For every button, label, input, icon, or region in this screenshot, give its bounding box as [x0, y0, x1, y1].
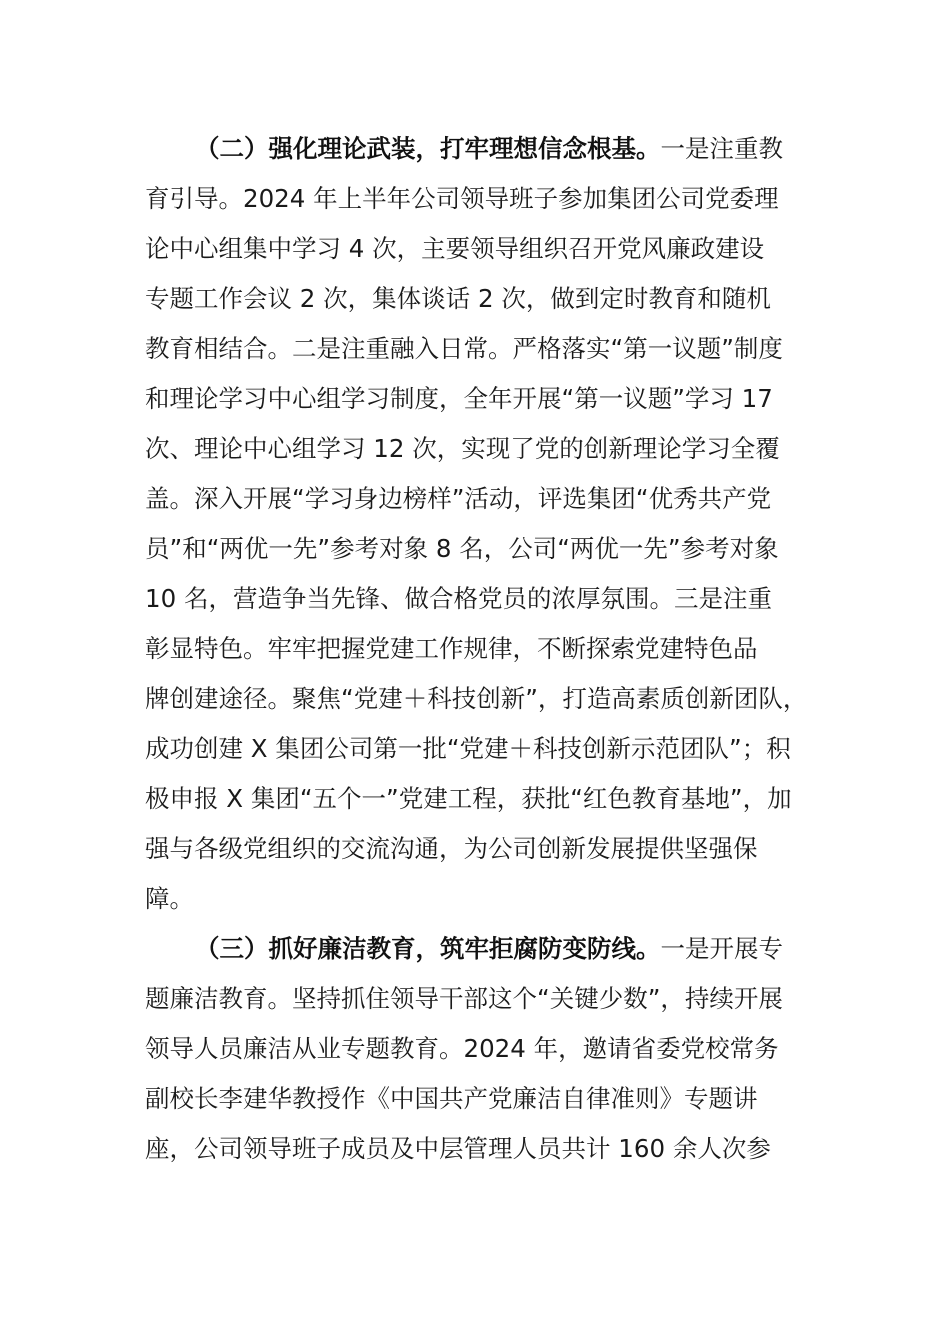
- paragraph-line: 座，公司领导班子成员及中层管理人员共计 160 余人次参: [145, 1134, 771, 1163]
- paragraph-line: 极申报 X 集团“五个一”党建工程，获批“红色教育基地”，加: [145, 784, 792, 813]
- paragraph-line: 牌创建途径。聚焦“党建＋科技创新”，打造高素质创新团队，: [145, 684, 808, 713]
- paragraph-line: 副校长李建华教授作《中国共产党廉洁自律准则》专题讲: [145, 1084, 758, 1113]
- section-2-first-line-text: 一是注重教: [660, 134, 783, 163]
- section-3-first-line-text: 一是开展专: [660, 934, 783, 963]
- document-body: [145, 124, 835, 1174]
- section-3: [145, 924, 835, 1174]
- paragraph-line: 领导人员廉洁从业专题教育。2024 年，邀请省委党校常务: [145, 1034, 779, 1063]
- paragraph-line: 强与各级党组织的交流沟通，为公司创新发展提供坚强保: [145, 834, 758, 863]
- paragraph-line: 盖。深入开展“学习身边榜样”活动，评选集团“优秀共产党: [145, 484, 772, 513]
- paragraph-line: 论中心组集中学习 4 次，主要领导组织召开党风廉政建设: [145, 234, 765, 263]
- paragraph-line: 教育相结合。二是注重融入日常。严格落实“第一议题”制度: [145, 334, 783, 363]
- paragraph-line: 彰显特色。牢牢把握党建工作规律，不断探索党建特色品: [145, 634, 758, 663]
- section-3-first-line: [145, 924, 835, 974]
- paragraph-line: 员”和“两优一先”参考对象 8 名，公司“两优一先”参考对象: [145, 534, 779, 563]
- paragraph-line: 次、理论中心组学习 12 次，实现了党的创新理论学习全覆: [145, 434, 780, 463]
- paragraph-line: 题廉洁教育。坚持抓住领导干部这个“关键少数”，持续开展: [145, 984, 783, 1013]
- paragraph-line: 育引导。2024 年上半年公司领导班子参加集团公司党委理: [145, 184, 779, 213]
- paragraph-line: 障。: [145, 884, 194, 913]
- section-3-heading: （三）抓好廉洁教育，筑牢拒腐防变防线。: [195, 934, 661, 963]
- section-2: [145, 124, 835, 924]
- paragraph-line: 成功创建 X 集团公司第一批“党建＋科技创新示范团队”；积: [145, 734, 791, 763]
- paragraph-line: 10 名，营造争当先锋、做合格党员的浓厚氛围。三是注重: [145, 584, 772, 613]
- section-2-first-line: [145, 124, 835, 174]
- paragraph-line: 和理论学习中心组学习制度，全年开展“第一议题”学习 17: [145, 384, 773, 413]
- section-2-heading: （二）强化理论武装，打牢理想信念根基。: [195, 134, 661, 163]
- paragraph-line: 专题工作会议 2 次，集体谈话 2 次，做到定时教育和随机: [145, 284, 771, 313]
